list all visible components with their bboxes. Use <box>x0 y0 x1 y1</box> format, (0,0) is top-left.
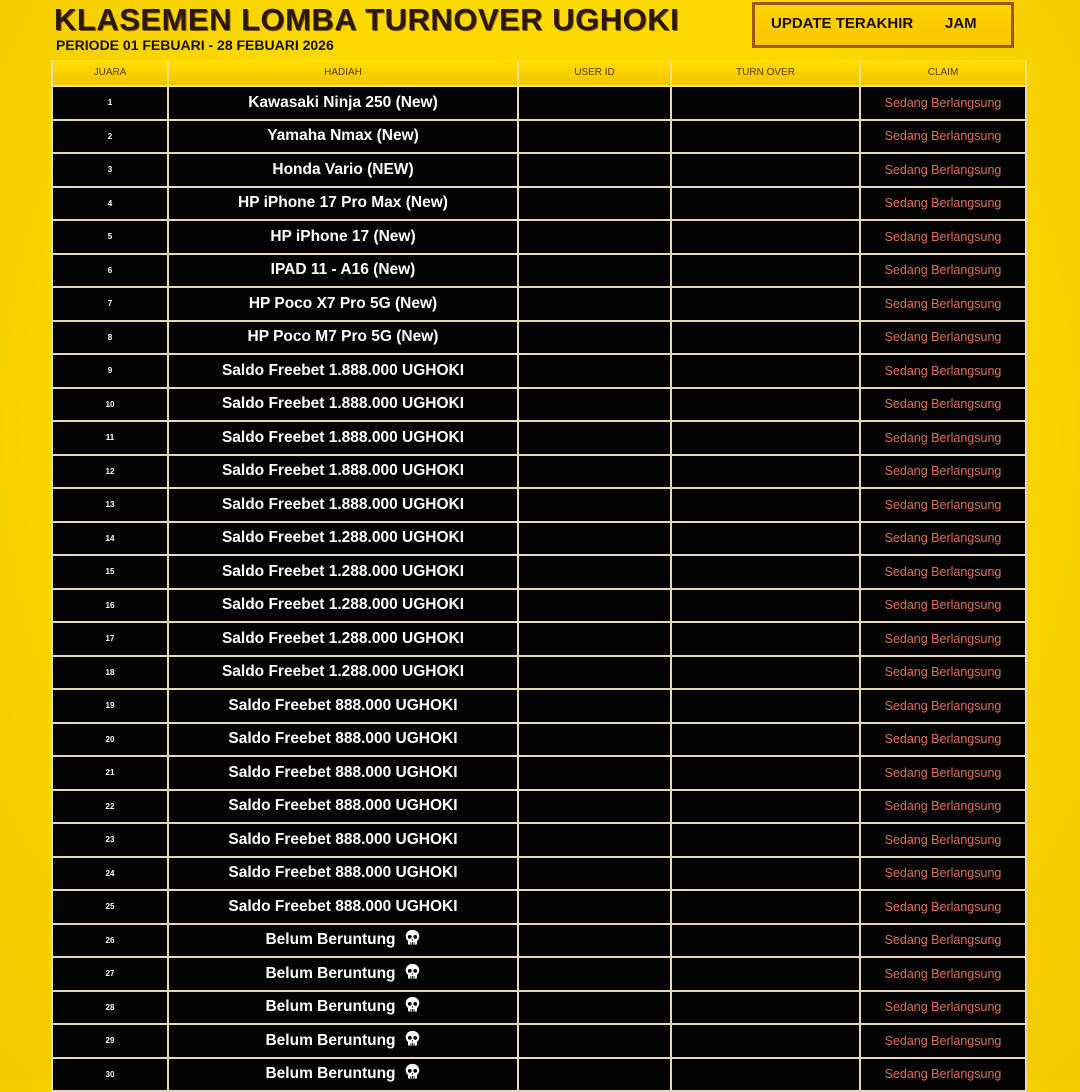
last-update-label: UPDATE TERAKHIR <box>771 15 913 32</box>
table-row <box>51 690 1027 724</box>
claim-status-cell: Sedang Berlangsung <box>861 456 1027 490</box>
skull-icon <box>404 963 421 985</box>
user-id-cell <box>519 489 672 523</box>
table-row <box>51 188 1027 222</box>
prize-label: Belum Beruntung <box>265 1032 395 1049</box>
column-header-rank: JUARA <box>51 60 169 87</box>
turnover-cell <box>672 858 861 892</box>
claim-status-cell: Sedang Berlangsung <box>861 87 1027 121</box>
claim-status-cell: Sedang Berlangsung <box>861 221 1027 255</box>
table-row <box>51 221 1027 255</box>
user-id-cell <box>519 154 672 188</box>
table-row <box>51 724 1027 758</box>
table-row <box>51 1025 1027 1059</box>
user-id-cell <box>519 623 672 657</box>
user-id-cell <box>519 456 672 490</box>
prize-cell <box>169 456 519 490</box>
table-row <box>51 657 1027 691</box>
rank-cell: 2 <box>51 121 169 155</box>
claim-status-cell: Sedang Berlangsung <box>861 858 1027 892</box>
table-row <box>51 389 1027 423</box>
turnover-cell <box>672 992 861 1026</box>
user-id-cell <box>519 389 672 423</box>
turnover-cell <box>672 891 861 925</box>
turnover-cell <box>672 824 861 858</box>
prize-cell <box>169 891 519 925</box>
prize-label: Saldo Freebet 1.888.000 UGHOKI <box>222 395 464 412</box>
prize-cell <box>169 623 519 657</box>
prize-label: HP Poco M7 Pro 5G (New) <box>248 328 439 345</box>
prize-cell <box>169 389 519 423</box>
table-header-row <box>51 60 1027 87</box>
turnover-cell <box>672 958 861 992</box>
table-row <box>51 523 1027 557</box>
prize-cell <box>169 1025 519 1059</box>
skull-icon <box>404 1030 421 1052</box>
rank-cell: 17 <box>51 623 169 657</box>
claim-status-cell: Sedang Berlangsung <box>861 958 1027 992</box>
skull-icon <box>404 1063 421 1085</box>
skull-icon <box>404 929 421 951</box>
leaderboard-table <box>51 60 1027 1092</box>
table-row <box>51 1059 1027 1092</box>
turnover-cell <box>672 154 861 188</box>
prize-cell <box>169 1059 519 1092</box>
prize-label: HP iPhone 17 Pro Max (New) <box>238 194 448 211</box>
table-row <box>51 87 1027 121</box>
rank-cell: 23 <box>51 824 169 858</box>
table-row <box>51 322 1027 356</box>
prize-label: Saldo Freebet 1.888.000 UGHOKI <box>222 496 464 513</box>
rank-cell: 29 <box>51 1025 169 1059</box>
table-row <box>51 456 1027 490</box>
turnover-cell <box>672 1059 861 1092</box>
column-header-prize: HADIAH <box>169 60 519 87</box>
user-id-cell <box>519 590 672 624</box>
rank-cell: 11 <box>51 422 169 456</box>
prize-cell <box>169 355 519 389</box>
prize-label: Saldo Freebet 1.288.000 UGHOKI <box>222 563 464 580</box>
prize-label: Saldo Freebet 888.000 UGHOKI <box>228 764 457 781</box>
turnover-cell <box>672 355 861 389</box>
prize-label: Saldo Freebet 1.888.000 UGHOKI <box>222 462 464 479</box>
user-id-cell <box>519 221 672 255</box>
prize-cell <box>169 757 519 791</box>
user-id-cell <box>519 87 672 121</box>
claim-status-cell: Sedang Berlangsung <box>861 255 1027 289</box>
rank-cell: 15 <box>51 556 169 590</box>
rank-cell: 20 <box>51 724 169 758</box>
rank-cell: 1 <box>51 87 169 121</box>
turnover-cell <box>672 590 861 624</box>
claim-status-cell: Sedang Berlangsung <box>861 623 1027 657</box>
skull-icon <box>404 996 421 1018</box>
rank-cell: 26 <box>51 925 169 959</box>
prize-label: Saldo Freebet 888.000 UGHOKI <box>228 730 457 747</box>
table-row <box>51 489 1027 523</box>
prize-label: Belum Beruntung <box>265 1065 395 1082</box>
rank-cell: 3 <box>51 154 169 188</box>
table-row <box>51 422 1027 456</box>
claim-status-cell: Sedang Berlangsung <box>861 925 1027 959</box>
claim-status-cell: Sedang Berlangsung <box>861 1059 1027 1092</box>
prize-label: Belum Beruntung <box>265 931 395 948</box>
rank-cell: 13 <box>51 489 169 523</box>
user-id-cell <box>519 255 672 289</box>
rank-cell: 16 <box>51 590 169 624</box>
prize-cell <box>169 87 519 121</box>
prize-cell <box>169 556 519 590</box>
turnover-cell <box>672 1025 861 1059</box>
turnover-cell <box>672 389 861 423</box>
prize-cell <box>169 992 519 1026</box>
prize-cell <box>169 288 519 322</box>
user-id-cell <box>519 422 672 456</box>
prize-label: Saldo Freebet 1.288.000 UGHOKI <box>222 529 464 546</box>
claim-status-cell: Sedang Berlangsung <box>861 322 1027 356</box>
column-header-turnover: TURN OVER <box>672 60 861 87</box>
user-id-cell <box>519 355 672 389</box>
claim-status-cell: Sedang Berlangsung <box>861 556 1027 590</box>
claim-status-cell: Sedang Berlangsung <box>861 724 1027 758</box>
prize-label: Saldo Freebet 1.288.000 UGHOKI <box>222 596 464 613</box>
turnover-cell <box>672 791 861 825</box>
table-row <box>51 121 1027 155</box>
table-row <box>51 791 1027 825</box>
turnover-cell <box>672 523 861 557</box>
turnover-cell <box>672 422 861 456</box>
claim-status-cell: Sedang Berlangsung <box>861 891 1027 925</box>
rank-cell: 30 <box>51 1059 169 1092</box>
claim-status-cell: Sedang Berlangsung <box>861 489 1027 523</box>
turnover-cell <box>672 489 861 523</box>
rank-cell: 22 <box>51 791 169 825</box>
user-id-cell <box>519 791 672 825</box>
rank-cell: 14 <box>51 523 169 557</box>
rank-cell: 10 <box>51 389 169 423</box>
claim-status-cell: Sedang Berlangsung <box>861 1025 1027 1059</box>
prize-label: Saldo Freebet 888.000 UGHOKI <box>228 864 457 881</box>
user-id-cell <box>519 288 672 322</box>
rank-cell: 8 <box>51 322 169 356</box>
turnover-cell <box>672 221 861 255</box>
period-subtitle: PERIODE 01 FEBUARI - 28 FEBUARI 2026 <box>56 37 334 53</box>
rank-cell: 18 <box>51 657 169 691</box>
claim-status-cell: Sedang Berlangsung <box>861 422 1027 456</box>
column-header-user-id: USER ID <box>519 60 672 87</box>
turnover-cell <box>672 87 861 121</box>
table-row <box>51 623 1027 657</box>
prize-cell <box>169 489 519 523</box>
last-update-box <box>752 2 1014 48</box>
prize-label: IPAD 11 - A16 (New) <box>271 261 416 278</box>
prize-cell <box>169 657 519 691</box>
table-row <box>51 288 1027 322</box>
user-id-cell <box>519 958 672 992</box>
turnover-cell <box>672 188 861 222</box>
rank-cell: 4 <box>51 188 169 222</box>
user-id-cell <box>519 1025 672 1059</box>
rank-cell: 5 <box>51 221 169 255</box>
rank-cell: 24 <box>51 858 169 892</box>
claim-status-cell: Sedang Berlangsung <box>861 188 1027 222</box>
table-row <box>51 958 1027 992</box>
claim-status-cell: Sedang Berlangsung <box>861 757 1027 791</box>
prize-label: HP Poco X7 Pro 5G (New) <box>249 295 437 312</box>
prize-cell <box>169 422 519 456</box>
turnover-cell <box>672 255 861 289</box>
claim-status-cell: Sedang Berlangsung <box>861 154 1027 188</box>
prize-label: HP iPhone 17 (New) <box>270 228 415 245</box>
prize-label: Saldo Freebet 888.000 UGHOKI <box>228 697 457 714</box>
prize-label: Yamaha Nmax (New) <box>267 127 419 144</box>
prize-cell <box>169 523 519 557</box>
table-row <box>51 992 1027 1026</box>
claim-status-cell: Sedang Berlangsung <box>861 992 1027 1026</box>
user-id-cell <box>519 1059 672 1092</box>
prize-cell <box>169 925 519 959</box>
rank-cell: 6 <box>51 255 169 289</box>
claim-status-cell: Sedang Berlangsung <box>861 355 1027 389</box>
rank-cell: 7 <box>51 288 169 322</box>
turnover-cell <box>672 322 861 356</box>
prize-cell <box>169 724 519 758</box>
user-id-cell <box>519 322 672 356</box>
claim-status-cell: Sedang Berlangsung <box>861 690 1027 724</box>
turnover-cell <box>672 657 861 691</box>
rank-cell: 28 <box>51 992 169 1026</box>
user-id-cell <box>519 992 672 1026</box>
table-row <box>51 757 1027 791</box>
table-row <box>51 858 1027 892</box>
user-id-cell <box>519 121 672 155</box>
prize-label: Saldo Freebet 1.288.000 UGHOKI <box>222 663 464 680</box>
prize-label: Honda Vario (NEW) <box>272 161 413 178</box>
claim-status-cell: Sedang Berlangsung <box>861 824 1027 858</box>
prize-cell <box>169 824 519 858</box>
rank-cell: 25 <box>51 891 169 925</box>
last-update-value: JAM <box>945 15 977 32</box>
prize-cell <box>169 154 519 188</box>
claim-status-cell: Sedang Berlangsung <box>861 389 1027 423</box>
claim-status-cell: Sedang Berlangsung <box>861 523 1027 557</box>
prize-label: Kawasaki Ninja 250 (New) <box>248 94 438 111</box>
claim-status-cell: Sedang Berlangsung <box>861 590 1027 624</box>
prize-label: Belum Beruntung <box>265 998 395 1015</box>
prize-label: Saldo Freebet 888.000 UGHOKI <box>228 797 457 814</box>
table-row <box>51 824 1027 858</box>
user-id-cell <box>519 724 672 758</box>
turnover-cell <box>672 757 861 791</box>
turnover-cell <box>672 925 861 959</box>
prize-cell <box>169 322 519 356</box>
claim-status-cell: Sedang Berlangsung <box>861 121 1027 155</box>
turnover-cell <box>672 556 861 590</box>
column-header-claim: CLAIM <box>861 60 1027 87</box>
user-id-cell <box>519 657 672 691</box>
claim-status-cell: Sedang Berlangsung <box>861 288 1027 322</box>
turnover-cell <box>672 288 861 322</box>
prize-cell <box>169 221 519 255</box>
table-row <box>51 355 1027 389</box>
rank-cell: 9 <box>51 355 169 389</box>
user-id-cell <box>519 891 672 925</box>
turnover-cell <box>672 121 861 155</box>
rank-cell: 27 <box>51 958 169 992</box>
user-id-cell <box>519 757 672 791</box>
prize-label: Saldo Freebet 888.000 UGHOKI <box>228 831 457 848</box>
prize-cell <box>169 188 519 222</box>
user-id-cell <box>519 690 672 724</box>
rank-cell: 21 <box>51 757 169 791</box>
rank-cell: 12 <box>51 456 169 490</box>
prize-label: Saldo Freebet 1.288.000 UGHOKI <box>222 630 464 647</box>
table-row <box>51 925 1027 959</box>
turnover-cell <box>672 456 861 490</box>
user-id-cell <box>519 858 672 892</box>
user-id-cell <box>519 556 672 590</box>
user-id-cell <box>519 523 672 557</box>
page-title: KLASEMEN LOMBA TURNOVER UGHOKI <box>54 2 679 38</box>
table-row <box>51 590 1027 624</box>
prize-cell <box>169 255 519 289</box>
claim-status-cell: Sedang Berlangsung <box>861 791 1027 825</box>
prize-cell <box>169 858 519 892</box>
prize-label: Saldo Freebet 888.000 UGHOKI <box>228 898 457 915</box>
prize-cell <box>169 121 519 155</box>
user-id-cell <box>519 188 672 222</box>
prize-cell <box>169 958 519 992</box>
prize-label: Saldo Freebet 1.888.000 UGHOKI <box>222 429 464 446</box>
prize-label: Saldo Freebet 1.888.000 UGHOKI <box>222 362 464 379</box>
turnover-cell <box>672 724 861 758</box>
claim-status-cell: Sedang Berlangsung <box>861 657 1027 691</box>
user-id-cell <box>519 925 672 959</box>
user-id-cell <box>519 824 672 858</box>
table-row <box>51 255 1027 289</box>
table-row <box>51 891 1027 925</box>
prize-cell <box>169 590 519 624</box>
table-row <box>51 556 1027 590</box>
prize-cell <box>169 690 519 724</box>
rank-cell: 19 <box>51 690 169 724</box>
prize-label: Belum Beruntung <box>265 965 395 982</box>
turnover-cell <box>672 623 861 657</box>
table-row <box>51 154 1027 188</box>
turnover-cell <box>672 690 861 724</box>
prize-cell <box>169 791 519 825</box>
